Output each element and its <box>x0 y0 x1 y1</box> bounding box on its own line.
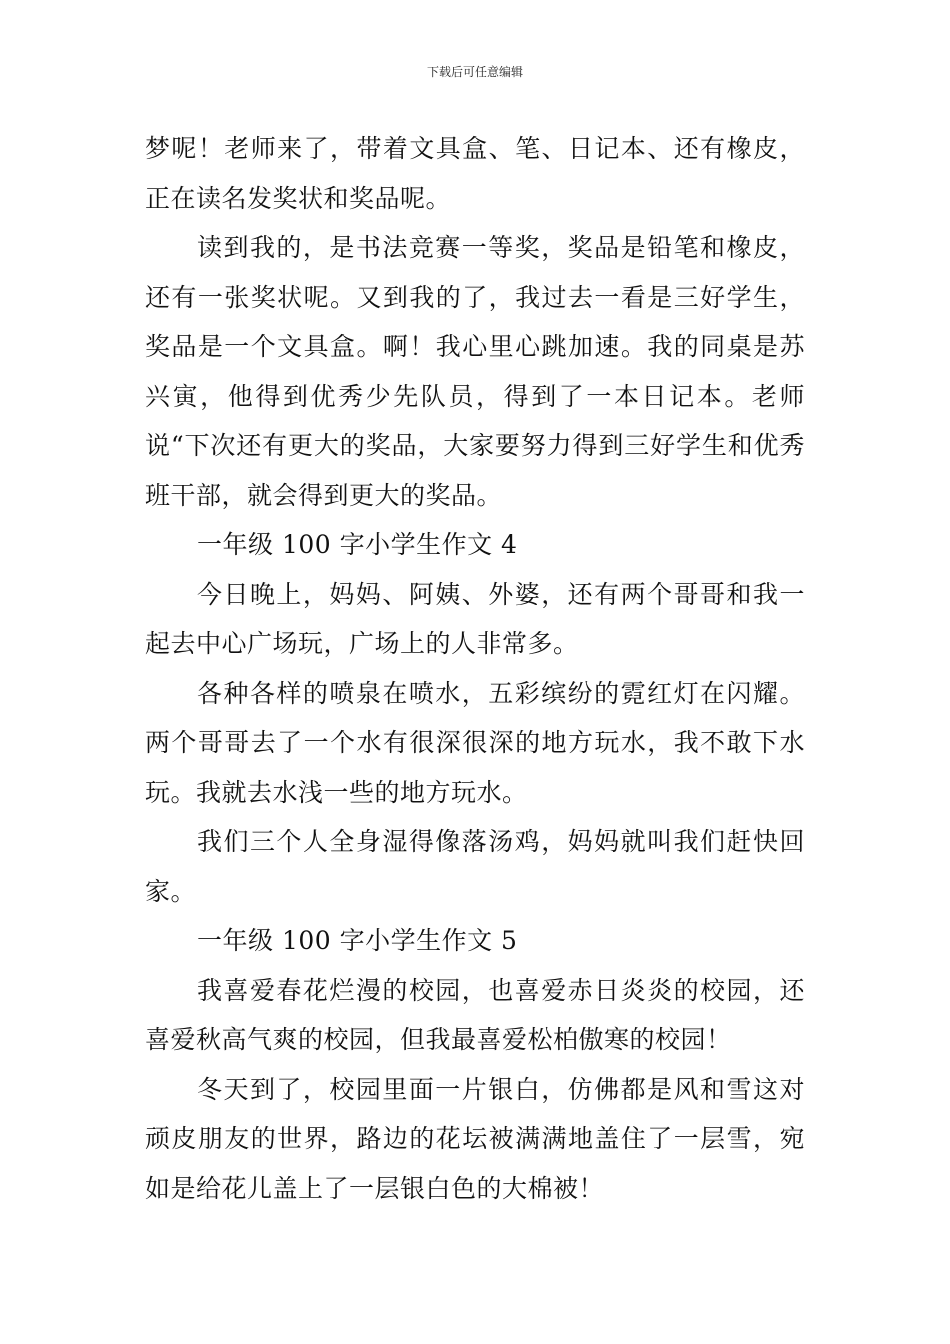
page-header: 下载后可任意编辑 <box>426 65 523 79</box>
document-body <box>145 124 805 1213</box>
paragraph-2: 读到我的，是书法竞赛一等奖，奖品是铅笔和橡皮，还有一张奖状呢。又到我的了，我过去一看是三好学生，奖品是一个文具盒。啊！我心里心跳加速。我的同桌是苏兴寅，他得到优秀少先队员，得到了一本日记本。老师说“下次还有更大的奖品，大家要努力得到三好学生和优秀班干部，就会得到更大的奖品。 <box>145 233 805 510</box>
paragraph-6: 我喜爱春花烂漫的校园，也喜爱赤日炎炎的校园，还喜爱秋高气爽的校园，但我最喜爱松柏傲寒的校园！ <box>145 975 805 1054</box>
paragraph-4: 各种各样的喷泉在喷水，五彩缤纷的霓红灯在闪耀。两个哥哥去了一个水有很深很深的地方玩水，我不敢下水玩。我就去水浅一些的地方玩水。 <box>145 678 805 807</box>
paragraph-7: 冬天到了，校园里面一片银白，仿佛都是风和雪这对顽皮朋友的世界，路边的花坛被满满地盖住了一层雪，宛如是给花儿盖上了一层银白色的大棉被！ <box>145 1074 805 1203</box>
paragraph-1: 梦呢！老师来了，带着文具盒、笔、日记本、还有橡皮，正在读名发奖状和奖品呢。 <box>145 134 805 213</box>
paragraph-5: 我们三个人全身湿得像落汤鸡，妈妈就叫我们赶快回家。 <box>145 827 805 906</box>
section-heading-4: 一年级 100 字小学生作文 4 <box>197 530 518 559</box>
section-heading-5: 一年级 100 字小学生作文 5 <box>197 926 518 955</box>
paragraph-3: 今日晚上，妈妈、阿姨、外婆，还有两个哥哥和我一起去中心广场玩，广场上的人非常多。 <box>145 579 805 658</box>
